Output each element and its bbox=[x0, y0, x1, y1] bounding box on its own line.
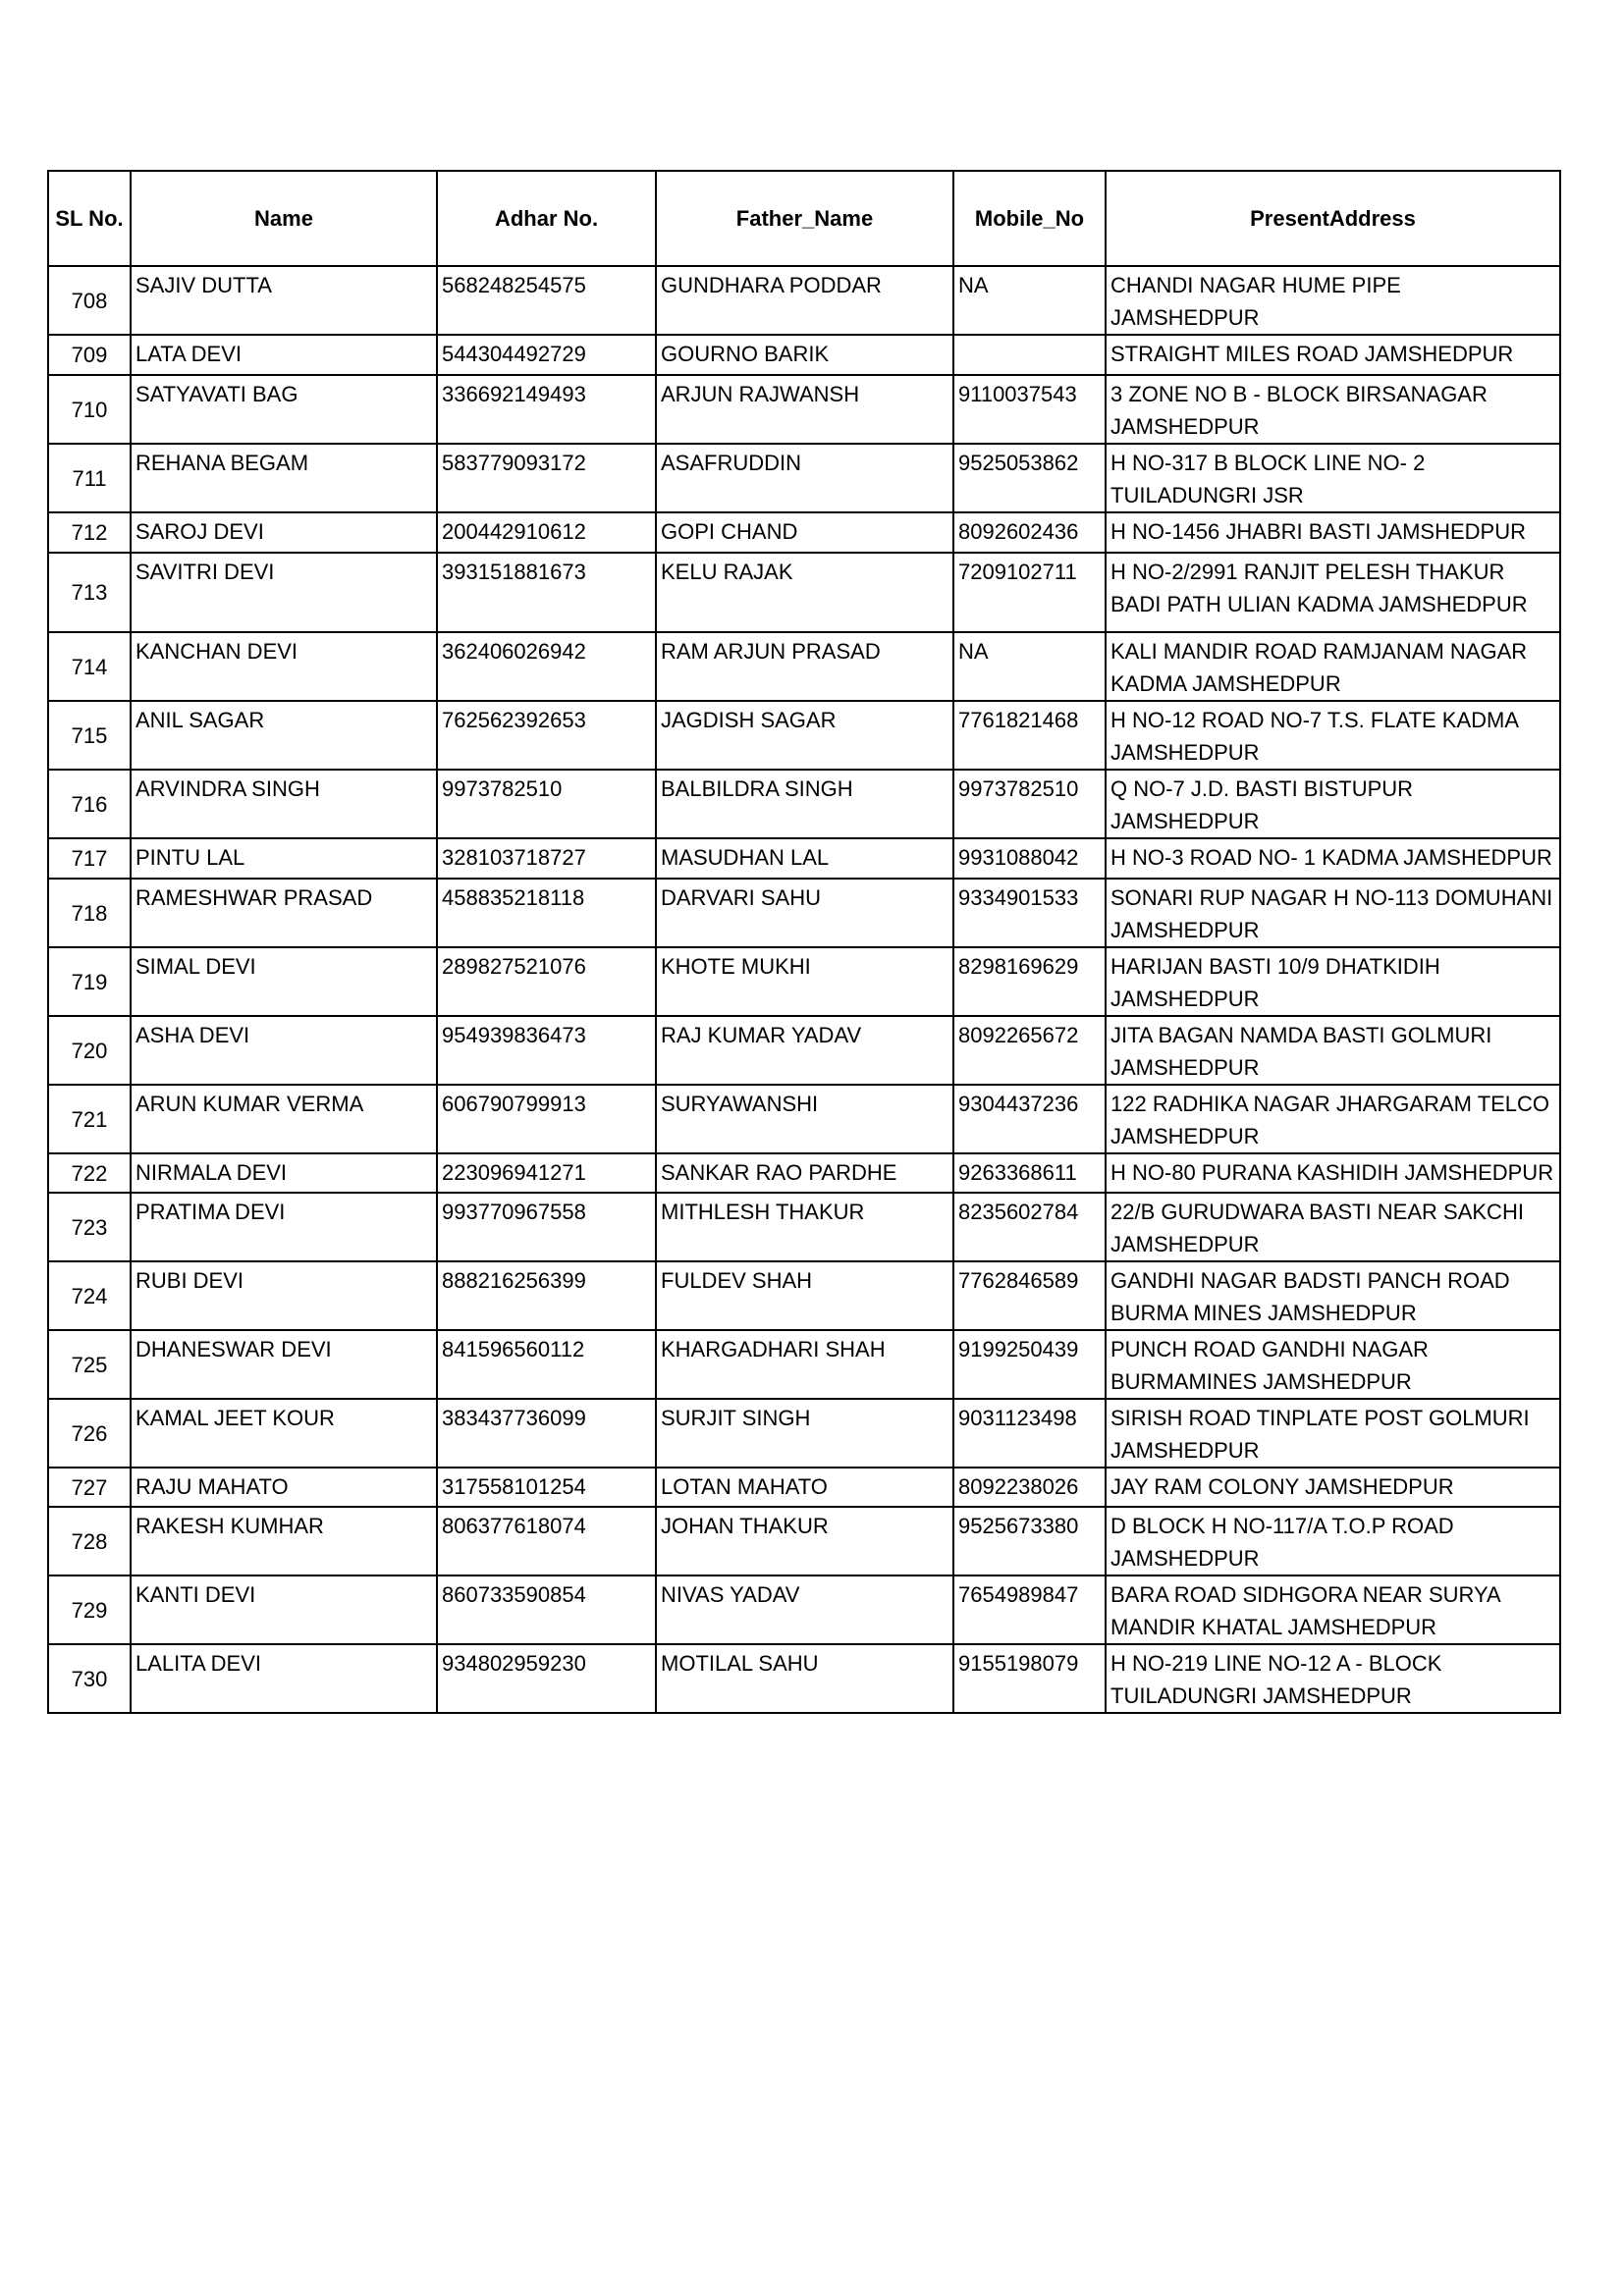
cell-present-address: 22/B GURUDWARA BASTI NEAR SAKCHI JAMSHEDPUR bbox=[1106, 1193, 1560, 1261]
cell-adhar-no: 888216256399 bbox=[437, 1261, 656, 1330]
cell-name: SAVITRI DEVI bbox=[131, 553, 437, 632]
table-row bbox=[48, 1330, 1560, 1399]
cell-present-address: 3 ZONE NO B - BLOCK BIRSANAGAR JAMSHEDPUR bbox=[1106, 375, 1560, 444]
table-row bbox=[48, 444, 1560, 512]
cell-adhar-no: 806377618074 bbox=[437, 1507, 656, 1575]
header-name: Name bbox=[131, 171, 437, 266]
cell-mobile-no: 9973782510 bbox=[953, 770, 1106, 838]
cell-adhar-no: 860733590854 bbox=[437, 1575, 656, 1644]
cell-present-address: H NO-80 PURANA KASHIDIH JAMSHEDPUR bbox=[1106, 1153, 1560, 1193]
cell-father-name: MASUDHAN LAL bbox=[656, 838, 953, 879]
cell-mobile-no: 7654989847 bbox=[953, 1575, 1106, 1644]
cell-adhar-no: 336692149493 bbox=[437, 375, 656, 444]
cell-name: RUBI DEVI bbox=[131, 1261, 437, 1330]
cell-mobile-no: 8092265672 bbox=[953, 1016, 1106, 1085]
cell-father-name: MOTILAL SAHU bbox=[656, 1644, 953, 1713]
table-row bbox=[48, 553, 1560, 632]
cell-father-name: ASAFRUDDIN bbox=[656, 444, 953, 512]
table-row bbox=[48, 770, 1560, 838]
cell-adhar-no: 934802959230 bbox=[437, 1644, 656, 1713]
cell-present-address: H NO-1456 JHABRI BASTI JAMSHEDPUR bbox=[1106, 512, 1560, 553]
cell-adhar-no: 954939836473 bbox=[437, 1016, 656, 1085]
header-adhar-no: Adhar No. bbox=[437, 171, 656, 266]
cell-sl-no: 710 bbox=[48, 375, 131, 444]
beneficiary-table bbox=[47, 170, 1561, 1714]
cell-mobile-no bbox=[953, 335, 1106, 375]
cell-adhar-no: 362406026942 bbox=[437, 632, 656, 701]
cell-sl-no: 723 bbox=[48, 1193, 131, 1261]
cell-name: RAKESH KUMHAR bbox=[131, 1507, 437, 1575]
cell-father-name: GUNDHARA PODDAR bbox=[656, 266, 953, 335]
cell-mobile-no: 9525053862 bbox=[953, 444, 1106, 512]
cell-father-name: MITHLESH THAKUR bbox=[656, 1193, 953, 1261]
cell-mobile-no: 9199250439 bbox=[953, 1330, 1106, 1399]
cell-sl-no: 720 bbox=[48, 1016, 131, 1085]
cell-adhar-no: 762562392653 bbox=[437, 701, 656, 770]
cell-mobile-no: 8092238026 bbox=[953, 1468, 1106, 1507]
table-row bbox=[48, 1016, 1560, 1085]
cell-sl-no: 714 bbox=[48, 632, 131, 701]
table-row bbox=[48, 1575, 1560, 1644]
cell-adhar-no: 993770967558 bbox=[437, 1193, 656, 1261]
cell-present-address: H NO-2/2991 RANJIT PELESH THAKUR BADI PATH ULIAN KADMA JAMSHEDPUR bbox=[1106, 553, 1560, 632]
cell-father-name: SANKAR RAO PARDHE bbox=[656, 1153, 953, 1193]
cell-sl-no: 716 bbox=[48, 770, 131, 838]
cell-adhar-no: 393151881673 bbox=[437, 553, 656, 632]
cell-sl-no: 711 bbox=[48, 444, 131, 512]
cell-father-name: RAJ KUMAR YADAV bbox=[656, 1016, 953, 1085]
cell-mobile-no: NA bbox=[953, 266, 1106, 335]
cell-present-address: H NO-219 LINE NO-12 A - BLOCK TUILADUNGRI JAMSHEDPUR bbox=[1106, 1644, 1560, 1713]
cell-present-address: KALI MANDIR ROAD RAMJANAM NAGAR KADMA JAMSHEDPUR bbox=[1106, 632, 1560, 701]
table-row bbox=[48, 947, 1560, 1016]
cell-present-address: H NO-3 ROAD NO- 1 KADMA JAMSHEDPUR bbox=[1106, 838, 1560, 879]
cell-mobile-no: 9155198079 bbox=[953, 1644, 1106, 1713]
cell-sl-no: 717 bbox=[48, 838, 131, 879]
cell-sl-no: 721 bbox=[48, 1085, 131, 1153]
cell-sl-no: 718 bbox=[48, 879, 131, 947]
cell-father-name: RAM ARJUN PRASAD bbox=[656, 632, 953, 701]
cell-adhar-no: 568248254575 bbox=[437, 266, 656, 335]
cell-name: PINTU LAL bbox=[131, 838, 437, 879]
cell-name: RAJU MAHATO bbox=[131, 1468, 437, 1507]
cell-present-address: HARIJAN BASTI 10/9 DHATKIDIH JAMSHEDPUR bbox=[1106, 947, 1560, 1016]
cell-adhar-no: 544304492729 bbox=[437, 335, 656, 375]
table-row bbox=[48, 1399, 1560, 1468]
table-row bbox=[48, 879, 1560, 947]
table-header-row bbox=[48, 171, 1560, 266]
cell-present-address: 122 RADHIKA NAGAR JHARGARAM TELCO JAMSHEDPUR bbox=[1106, 1085, 1560, 1153]
cell-name: ARUN KUMAR VERMA bbox=[131, 1085, 437, 1153]
table-row bbox=[48, 1193, 1560, 1261]
cell-sl-no: 722 bbox=[48, 1153, 131, 1193]
cell-mobile-no: 9334901533 bbox=[953, 879, 1106, 947]
cell-name: ARVINDRA SINGH bbox=[131, 770, 437, 838]
cell-father-name: KHARGADHARI SHAH bbox=[656, 1330, 953, 1399]
cell-mobile-no: 9931088042 bbox=[953, 838, 1106, 879]
cell-adhar-no: 458835218118 bbox=[437, 879, 656, 947]
cell-sl-no: 725 bbox=[48, 1330, 131, 1399]
cell-father-name: KELU RAJAK bbox=[656, 553, 953, 632]
cell-adhar-no: 200442910612 bbox=[437, 512, 656, 553]
header-present-address: PresentAddress bbox=[1106, 171, 1560, 266]
cell-father-name: GOPI CHAND bbox=[656, 512, 953, 553]
cell-present-address: STRAIGHT MILES ROAD JAMSHEDPUR bbox=[1106, 335, 1560, 375]
cell-name: LALITA DEVI bbox=[131, 1644, 437, 1713]
cell-mobile-no: 8092602436 bbox=[953, 512, 1106, 553]
header-mobile-no: Mobile_No bbox=[953, 171, 1106, 266]
cell-sl-no: 730 bbox=[48, 1644, 131, 1713]
cell-name: SAJIV DUTTA bbox=[131, 266, 437, 335]
cell-sl-no: 712 bbox=[48, 512, 131, 553]
table-row bbox=[48, 701, 1560, 770]
cell-present-address: Q NO-7 J.D. BASTI BISTUPUR JAMSHEDPUR bbox=[1106, 770, 1560, 838]
table-body bbox=[48, 266, 1560, 1713]
cell-father-name: DARVARI SAHU bbox=[656, 879, 953, 947]
cell-present-address: H NO-317 B BLOCK LINE NO- 2 TUILADUNGRI JSR bbox=[1106, 444, 1560, 512]
cell-name: KANTI DEVI bbox=[131, 1575, 437, 1644]
cell-sl-no: 715 bbox=[48, 701, 131, 770]
cell-adhar-no: 383437736099 bbox=[437, 1399, 656, 1468]
cell-father-name: JAGDISH SAGAR bbox=[656, 701, 953, 770]
cell-mobile-no: 7209102711 bbox=[953, 553, 1106, 632]
cell-father-name: FULDEV SHAH bbox=[656, 1261, 953, 1330]
cell-father-name: JOHAN THAKUR bbox=[656, 1507, 953, 1575]
cell-father-name: ARJUN RAJWANSH bbox=[656, 375, 953, 444]
cell-mobile-no: 8235602784 bbox=[953, 1193, 1106, 1261]
cell-sl-no: 726 bbox=[48, 1399, 131, 1468]
cell-present-address: SIRISH ROAD TINPLATE POST GOLMURI JAMSHEDPUR bbox=[1106, 1399, 1560, 1468]
cell-name: RAMESHWAR PRASAD bbox=[131, 879, 437, 947]
table-row bbox=[48, 838, 1560, 879]
cell-sl-no: 713 bbox=[48, 553, 131, 632]
cell-adhar-no: 223096941271 bbox=[437, 1153, 656, 1193]
cell-mobile-no: 9110037543 bbox=[953, 375, 1106, 444]
cell-name: KAMAL JEET KOUR bbox=[131, 1399, 437, 1468]
cell-name: KANCHAN DEVI bbox=[131, 632, 437, 701]
table-row bbox=[48, 1085, 1560, 1153]
cell-present-address: D BLOCK H NO-117/A T.O.P ROAD JAMSHEDPUR bbox=[1106, 1507, 1560, 1575]
table-row bbox=[48, 1153, 1560, 1193]
cell-adhar-no: 841596560112 bbox=[437, 1330, 656, 1399]
cell-name: ASHA DEVI bbox=[131, 1016, 437, 1085]
cell-adhar-no: 583779093172 bbox=[437, 444, 656, 512]
table-row bbox=[48, 1644, 1560, 1713]
cell-mobile-no: 7761821468 bbox=[953, 701, 1106, 770]
table-row bbox=[48, 375, 1560, 444]
cell-mobile-no: 9031123498 bbox=[953, 1399, 1106, 1468]
cell-sl-no: 709 bbox=[48, 335, 131, 375]
cell-father-name: GOURNO BARIK bbox=[656, 335, 953, 375]
cell-name: SAROJ DEVI bbox=[131, 512, 437, 553]
cell-sl-no: 708 bbox=[48, 266, 131, 335]
table-row bbox=[48, 266, 1560, 335]
cell-name: SATYAVATI BAG bbox=[131, 375, 437, 444]
table-row bbox=[48, 1261, 1560, 1330]
header-sl-no: SL No. bbox=[48, 171, 131, 266]
cell-adhar-no: 328103718727 bbox=[437, 838, 656, 879]
cell-adhar-no: 317558101254 bbox=[437, 1468, 656, 1507]
cell-sl-no: 728 bbox=[48, 1507, 131, 1575]
cell-name: SIMAL DEVI bbox=[131, 947, 437, 1016]
cell-mobile-no: NA bbox=[953, 632, 1106, 701]
table-row bbox=[48, 335, 1560, 375]
cell-father-name: KHOTE MUKHI bbox=[656, 947, 953, 1016]
cell-sl-no: 729 bbox=[48, 1575, 131, 1644]
cell-mobile-no: 8298169629 bbox=[953, 947, 1106, 1016]
cell-present-address: JAY RAM COLONY JAMSHEDPUR bbox=[1106, 1468, 1560, 1507]
cell-name: NIRMALA DEVI bbox=[131, 1153, 437, 1193]
cell-adhar-no: 289827521076 bbox=[437, 947, 656, 1016]
table-row bbox=[48, 1507, 1560, 1575]
cell-mobile-no: 9525673380 bbox=[953, 1507, 1106, 1575]
cell-father-name: SURJIT SINGH bbox=[656, 1399, 953, 1468]
cell-sl-no: 719 bbox=[48, 947, 131, 1016]
cell-present-address: BARA ROAD SIDHGORA NEAR SURYA MANDIR KHATAL JAMSHEDPUR bbox=[1106, 1575, 1560, 1644]
cell-present-address: JITA BAGAN NAMDA BASTI GOLMURI JAMSHEDPUR bbox=[1106, 1016, 1560, 1085]
cell-sl-no: 724 bbox=[48, 1261, 131, 1330]
cell-present-address: GANDHI NAGAR BADSTI PANCH ROAD BURMA MINES JAMSHEDPUR bbox=[1106, 1261, 1560, 1330]
cell-name: PRATIMA DEVI bbox=[131, 1193, 437, 1261]
cell-present-address: CHANDI NAGAR HUME PIPE JAMSHEDPUR bbox=[1106, 266, 1560, 335]
header-father-name: Father_Name bbox=[656, 171, 953, 266]
table-row bbox=[48, 512, 1560, 553]
cell-name: DHANESWAR DEVI bbox=[131, 1330, 437, 1399]
cell-father-name: SURYAWANSHI bbox=[656, 1085, 953, 1153]
cell-mobile-no: 9263368611 bbox=[953, 1153, 1106, 1193]
cell-father-name: NIVAS YADAV bbox=[656, 1575, 953, 1644]
cell-name: LATA DEVI bbox=[131, 335, 437, 375]
cell-present-address: SONARI RUP NAGAR H NO-113 DOMUHANI JAMSHEDPUR bbox=[1106, 879, 1560, 947]
cell-adhar-no: 9973782510 bbox=[437, 770, 656, 838]
cell-present-address: PUNCH ROAD GANDHI NAGAR BURMAMINES JAMSHEDPUR bbox=[1106, 1330, 1560, 1399]
cell-father-name: LOTAN MAHATO bbox=[656, 1468, 953, 1507]
cell-present-address: H NO-12 ROAD NO-7 T.S. FLATE KADMA JAMSHEDPUR bbox=[1106, 701, 1560, 770]
table-row bbox=[48, 632, 1560, 701]
cell-sl-no: 727 bbox=[48, 1468, 131, 1507]
cell-mobile-no: 9304437236 bbox=[953, 1085, 1106, 1153]
cell-father-name: BALBILDRA SINGH bbox=[656, 770, 953, 838]
cell-mobile-no: 7762846589 bbox=[953, 1261, 1106, 1330]
cell-name: REHANA BEGAM bbox=[131, 444, 437, 512]
cell-adhar-no: 606790799913 bbox=[437, 1085, 656, 1153]
table-row bbox=[48, 1468, 1560, 1507]
cell-name: ANIL SAGAR bbox=[131, 701, 437, 770]
